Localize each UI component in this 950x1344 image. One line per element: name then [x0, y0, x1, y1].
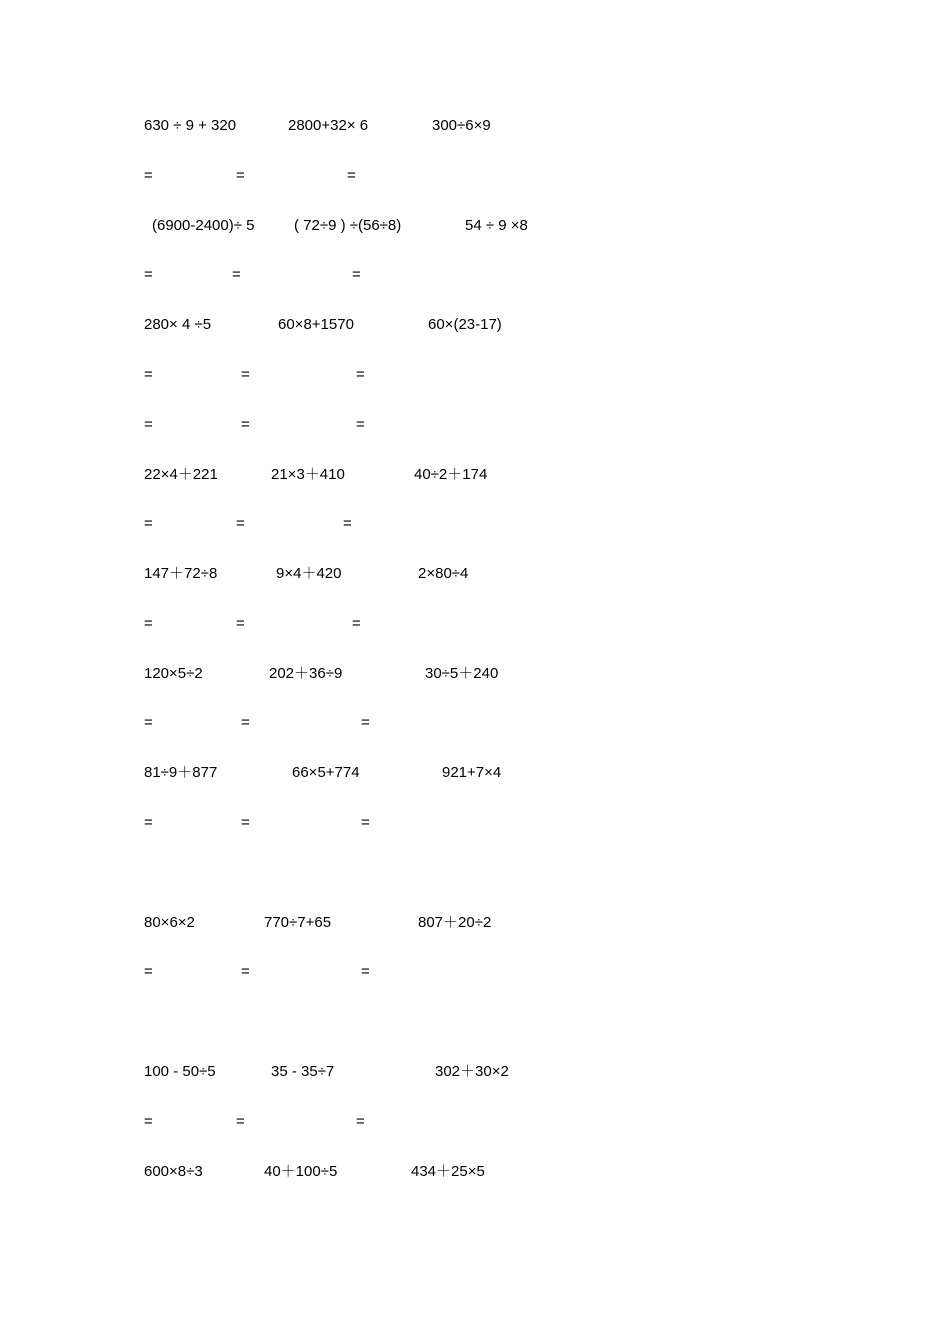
equals-sign: =	[361, 963, 370, 980]
equals-sign: =	[347, 167, 356, 184]
equals-sign: =	[144, 266, 153, 283]
expression: 35 - 35÷7	[271, 1063, 335, 1080]
equals-sign: =	[241, 714, 250, 731]
equals-sign: =	[352, 615, 361, 632]
expression: 302＋30×2	[435, 1063, 509, 1080]
expression: 60×8+1570	[278, 316, 354, 333]
expression: 54 ÷ 9 ×8	[465, 217, 528, 234]
equals-sign: =	[144, 814, 153, 831]
expression: 40＋100÷5	[264, 1163, 338, 1180]
equals-sign: =	[352, 266, 361, 283]
equals-sign: =	[356, 366, 365, 383]
equals-sign: =	[144, 416, 153, 433]
equals-sign: =	[144, 714, 153, 731]
expression: 60×(23-17)	[428, 316, 502, 333]
expression: 22×4＋221	[144, 466, 218, 483]
equals-sign: =	[144, 366, 153, 383]
expression: 202＋36÷9	[269, 665, 343, 682]
equals-sign: =	[356, 416, 365, 433]
equals-sign: =	[144, 515, 153, 532]
expression: 66×5+774	[292, 764, 360, 781]
expression: 807＋20÷2	[418, 914, 492, 931]
expression: 147＋72÷8	[144, 565, 218, 582]
expression: (6900-2400)÷ 5	[152, 217, 255, 234]
expression: 120×5÷2	[144, 665, 203, 682]
expression: 300÷6×9	[432, 117, 491, 134]
equals-sign: =	[144, 1113, 153, 1130]
expression: 2800+32× 6	[288, 117, 369, 134]
expression: 30÷5＋240	[425, 665, 499, 682]
expression: 770÷7+65	[264, 914, 332, 931]
expression: 9×4＋420	[276, 565, 342, 582]
equals-sign: =	[236, 615, 245, 632]
expression: 630 ÷ 9 + 320	[144, 117, 237, 134]
equals-sign: =	[232, 266, 241, 283]
equals-sign: =	[343, 515, 352, 532]
expression: 100 - 50÷5	[144, 1063, 216, 1080]
expression: 921+7×4	[442, 764, 502, 781]
expression: ( 72÷9 ) ÷(56÷8)	[294, 217, 402, 234]
expression: 80×6×2	[144, 914, 195, 931]
equals-sign: =	[144, 963, 153, 980]
equals-sign: =	[236, 167, 245, 184]
equals-sign: =	[241, 814, 250, 831]
equals-sign: =	[241, 416, 250, 433]
equals-sign: =	[241, 366, 250, 383]
equals-sign: =	[236, 1113, 245, 1130]
expression: 40÷2＋174	[414, 466, 488, 483]
equals-sign: =	[144, 167, 153, 184]
expression: 600×8÷3	[144, 1163, 203, 1180]
equals-sign: =	[241, 963, 250, 980]
expression: 81÷9＋877	[144, 764, 218, 781]
equals-sign: =	[361, 714, 370, 731]
expression: 21×3＋410	[271, 466, 345, 483]
equals-sign: =	[236, 515, 245, 532]
equals-sign: =	[144, 615, 153, 632]
expression: 280× 4 ÷5	[144, 316, 212, 333]
equals-sign: =	[361, 814, 370, 831]
expression: 434＋25×5	[411, 1163, 485, 1180]
equals-sign: =	[356, 1113, 365, 1130]
expression: 2×80÷4	[418, 565, 469, 582]
